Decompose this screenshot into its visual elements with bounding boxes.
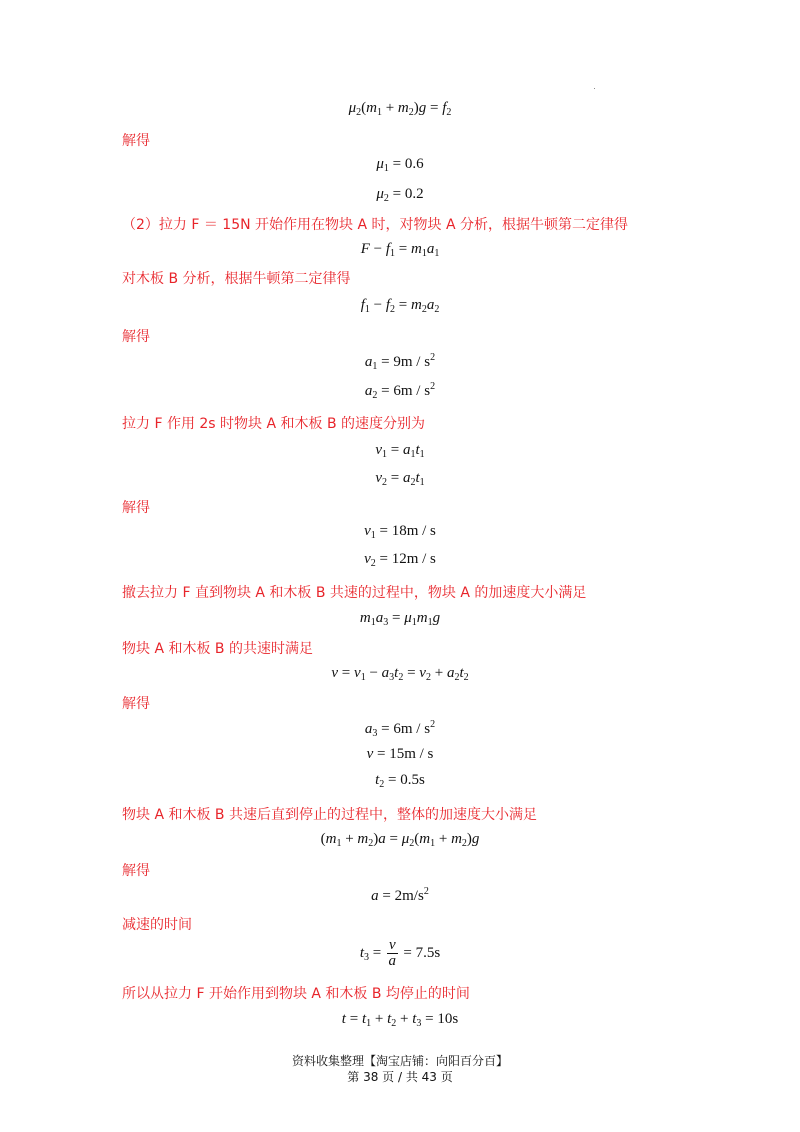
value-mu1: 0.6 (404, 156, 424, 172)
equation-a3-formula: $m_1a_3 = \mu_1m_1g$ (359, 610, 441, 628)
value-a3: 6m / s (393, 721, 431, 737)
speck (594, 88, 595, 89)
equation-v1-formula: $v_1 = a_1t_1$ (375, 442, 425, 460)
equation-v2: $v_2 = 12m / s$ (364, 551, 436, 569)
equation-friction-ground: $\mu_2(m_1 + m_2)g = f_2$ (348, 100, 452, 118)
equation-mu1: $\mu_1 = 0.6$ (376, 156, 424, 174)
fraction: $\frac{v}{a}$ (388, 937, 397, 969)
value-t2: 0.5s (400, 772, 425, 788)
value-v1: 18m / s (391, 523, 436, 539)
equation-v2-formula: $v_2 = a_2t_1$ (375, 470, 425, 488)
value-v: 15m / s (389, 746, 434, 762)
equation-a1: $a_1 = 9m / s^2$ (364, 352, 436, 372)
text-line: 对木板 B 分析，根据牛顿第二定律得 (122, 271, 351, 287)
equation-mu2: $\mu_2 = 0.2$ (376, 186, 424, 204)
text-line: 物块 A 和木板 B 共速后直到停止的过程中，整体的加速度大小满足 (122, 807, 537, 823)
text-line: 撤去拉力 F 直到物块 A 和木板 B 共速的过程中，物块 A 的加速度大小满足 (122, 585, 587, 601)
equation-v1: $v_1 = 18m / s$ (364, 523, 436, 541)
value-a2: 6m / s (393, 383, 431, 399)
value-mu2: 0.2 (404, 186, 424, 202)
footer-source: 资料收集整理【淘宝店铺：向阳百分百】 (291, 1054, 508, 1068)
text-line: 减速的时间 (122, 917, 192, 933)
equation-t2: $t_2 = 0.5s$ (375, 772, 425, 790)
value-v2: 12m / s (391, 551, 436, 567)
text-line: （2）拉力 F ＝ 15N 开始作用在物块 A 时，对物块 A 分析，根据牛顿第二定律得 (122, 217, 629, 233)
text-line: 所以从拉力 F 开始作用到物块 A 和木板 B 均停止的时间 (122, 986, 470, 1002)
text-line: 解得 (122, 500, 150, 516)
equation-a2: $a_2 = 6m / s^2$ (364, 381, 436, 401)
equation-newton-b: $f_1 - f_2 = m_2a_2$ (360, 297, 440, 315)
equation-a: $a = 2m/s^2$ (371, 886, 429, 904)
text-line: 物块 A 和木板 B 的共速时满足 (122, 641, 313, 657)
equation-newton-a: $F - f_1 = m_1a_1$ (360, 241, 440, 259)
value-a: 2m/s (394, 888, 424, 904)
equation-v: v = 15m / s (366, 746, 434, 762)
text-line: 解得 (122, 696, 150, 712)
equation-common-speed: $v = v_1 - a_3t_2 = v_2 + a_2t_2$ (331, 665, 469, 683)
equation-t3: $t_3$ = $\frac{v}{a}$ = 7.5s (359, 937, 441, 969)
value-t: 10s (437, 1011, 459, 1027)
text-line: 解得 (122, 863, 150, 879)
value-t3: 7.5s (415, 944, 441, 961)
text-line: 解得 (122, 133, 150, 149)
equation-whole-accel: $(m_1 + m_2)a = \mu_2(m_1 + m_2)g$ (320, 831, 480, 849)
value-a1: 9m / s (393, 354, 431, 370)
text-line: 拉力 F 作用 2s 时物块 A 和木板 B 的速度分别为 (122, 416, 426, 432)
text-line: 解得 (122, 329, 150, 345)
equation-total-time: $t = t_1 + t_2 + t_3 = 10s$ (341, 1011, 459, 1029)
footer-page-number: 第 38 页 / 共 43 页 (347, 1070, 453, 1084)
equation-a3: $a_3 = 6m / s^2$ (364, 719, 436, 739)
